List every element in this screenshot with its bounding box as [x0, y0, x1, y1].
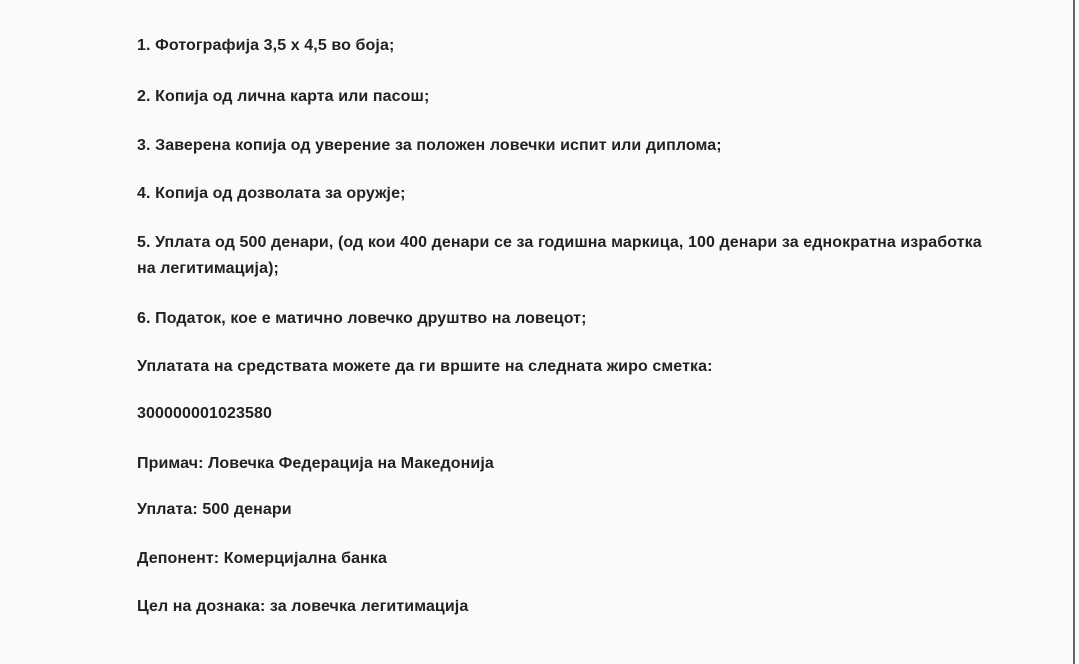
- payment-recipient: Примач: Ловечка Федерација на Македонија: [137, 455, 494, 472]
- payment-amount: Уплата: 500 денари: [137, 501, 292, 518]
- payment-intro: Уплатата на средствата можете да ги вршите на следната жиро сметка:: [137, 358, 713, 375]
- list-item-photo: 1. Фотографија 3,5 x 4,5 во боја;: [137, 37, 395, 54]
- list-item-weapon-permit: 4. Копија од дозволата за оружје;: [137, 185, 406, 202]
- list-item-payment: 5. Уплата од 500 денари, (од кои 400 денари се за годишна маркица, 100 денари за еднократна изработка на легитимација);: [137, 234, 982, 277]
- page-edge-divider: [1073, 0, 1075, 664]
- list-item-certificate-copy: 3. Заверена копија од уверение за положен ловечки испит или диплома;: [137, 137, 722, 154]
- payment-purpose: Цел на дознака: за ловечка легитимација: [137, 598, 469, 615]
- list-item-hunting-society: 6. Податок, кое е матично ловечко друштво на ловецот;: [137, 310, 587, 327]
- list-item-id-copy: 2. Копија од лична карта или пасош;: [137, 88, 430, 105]
- account-number: 300000001023580: [137, 405, 272, 422]
- payment-depositor: Депонент: Комерцијална банка: [137, 550, 387, 567]
